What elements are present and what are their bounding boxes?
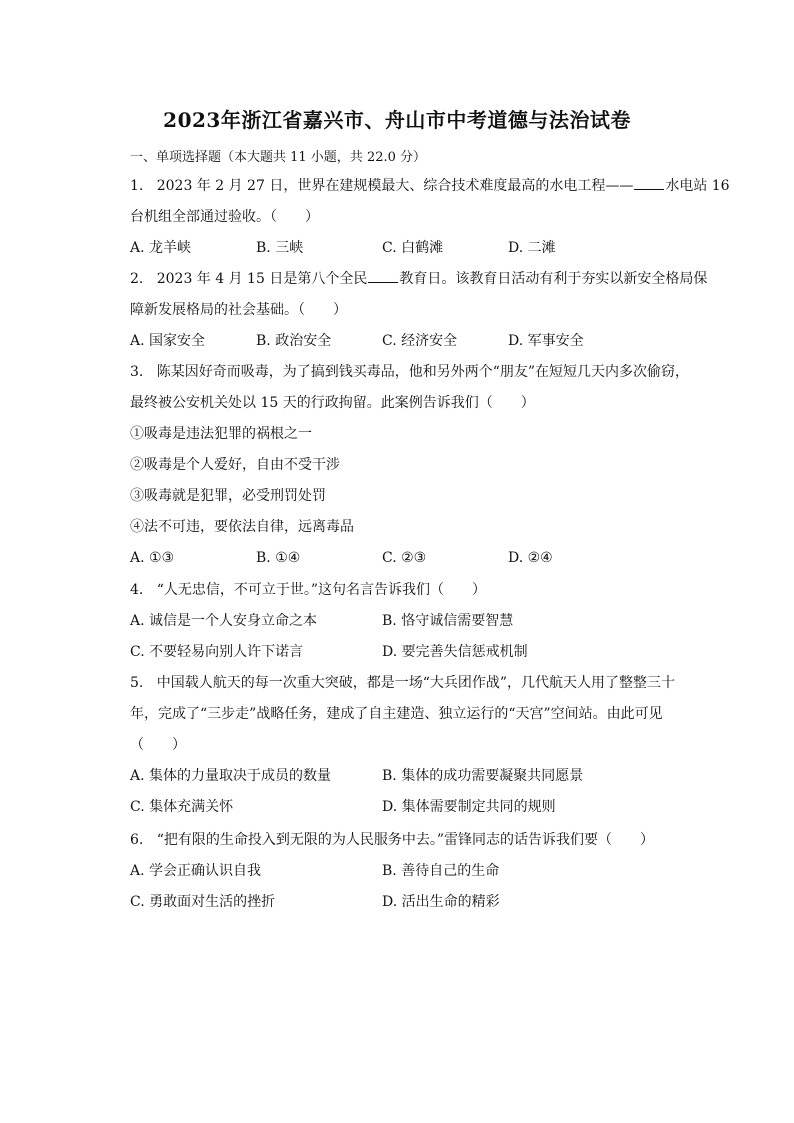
question-5 xyxy=(130,668,700,823)
option-c: C. 白鹤滩 xyxy=(382,240,444,256)
options-row xyxy=(130,887,700,918)
option-c: C. 勇敢面对生活的挫折 xyxy=(130,894,276,910)
question-text: 教育日。该教育日活动有利于夯实以新安全格局保 xyxy=(399,271,708,287)
option-b: B. 善待自己的生命 xyxy=(382,863,500,879)
question-text: （ ） xyxy=(130,737,186,753)
question-text: 台机组全部通过验收。（ ） xyxy=(130,209,319,225)
question-1 xyxy=(130,171,730,264)
question-number: 3. xyxy=(130,364,144,380)
option-d: D. 集体需要制定共同的规则 xyxy=(382,799,556,815)
question-number: 6. xyxy=(130,832,144,848)
question-number: 5. xyxy=(130,675,144,691)
section-heading: 一、单项选择题（本大题共 11 小题，共 22.0 分） xyxy=(130,150,427,165)
option-d: D. 要完善失信惩戒机制 xyxy=(382,644,528,660)
page-title: 2023年浙江省嘉兴市、舟山市中考道德与法治试卷 xyxy=(163,108,631,132)
options-row xyxy=(130,761,700,792)
options-row xyxy=(130,792,700,823)
option-a: A. 集体的力量取决于成员的数量 xyxy=(130,768,332,784)
question-text: 陈某因好奇而吸毒，为了搞到钱买毒品，他和另外两个“朋友”在短短几天内多次偷窃， xyxy=(156,364,690,380)
option-d: D. 二滩 xyxy=(508,240,556,256)
option-b: B. 集体的成功需要凝聚共同愿景 xyxy=(382,768,584,784)
question-text: 最终被公安机关处以 15 天的行政拘留。此案例告诉我们（ ） xyxy=(130,395,535,411)
question-text: 中国载人航天的每一次重大突破，都是一场“大兵团作战”，几代航天人用了整整三十 xyxy=(156,675,676,691)
statement-item: ①吸毒是违法犯罪的祸根之一 xyxy=(130,426,312,442)
option-c: C. ②③ xyxy=(382,550,427,566)
question-text: “把有限的生命投入到无限的为人民服务中去。”雷锋同志的话告诉我们要（ ） xyxy=(156,832,655,848)
option-d: D. ②④ xyxy=(508,550,553,566)
answer-blank xyxy=(368,266,398,283)
options-row xyxy=(130,543,700,574)
option-b: B. ①④ xyxy=(256,550,301,566)
question-6 xyxy=(130,825,700,918)
option-a: A. 学会正确认识自我 xyxy=(130,863,262,879)
options-row xyxy=(130,233,700,264)
option-a: A. 国家安全 xyxy=(130,333,206,349)
option-c: C. 不要轻易向别人许下诺言 xyxy=(130,644,304,660)
option-a: A. 龙羊峡 xyxy=(130,240,192,256)
option-b: B. 恪守诚信需要智慧 xyxy=(382,613,514,629)
question-number: 1. xyxy=(130,178,144,194)
answer-blank xyxy=(634,173,664,190)
question-4 xyxy=(130,575,700,668)
options-row xyxy=(130,856,700,887)
question-number: 4. xyxy=(130,582,144,598)
question-3 xyxy=(130,357,700,574)
statement-item: ②吸毒是个人爱好，自由不受干涉 xyxy=(130,457,340,473)
statement-item: ③吸毒就是犯罪，必受刑罚处罚 xyxy=(130,488,326,504)
option-d: D. 军事安全 xyxy=(508,333,584,349)
option-b: B. 三峡 xyxy=(256,240,304,256)
option-b: B. 政治安全 xyxy=(256,333,332,349)
question-2 xyxy=(130,264,708,357)
question-text: 2023 年 2 月 27 日，世界在建规模最大、综合技术难度最高的水电工程—— xyxy=(156,178,634,194)
question-text: 年，完成了“三步走”战略任务，建成了自主建造、独立运行的“天宫”空间站。由此可见 xyxy=(130,706,663,722)
options-row xyxy=(130,606,700,637)
option-a: A. ①③ xyxy=(130,550,175,566)
options-row xyxy=(130,637,700,668)
question-text: 水电站 16 xyxy=(665,178,730,194)
question-text: 障新发展格局的社会基础。（ ） xyxy=(130,302,347,318)
option-d: D. 活出生命的精彩 xyxy=(382,894,500,910)
question-text: 2023 年 4 月 15 日是第八个全民 xyxy=(156,271,368,287)
option-a: A. 诚信是一个人安身立命之本 xyxy=(130,613,318,629)
statement-item: ④法不可违，要依法自律，远离毒品 xyxy=(130,519,354,535)
option-c: C. 集体充满关怀 xyxy=(130,799,234,815)
question-text: “人无忠信，不可立于世。”这句名言告诉我们（ ） xyxy=(156,582,487,598)
option-c: C. 经济安全 xyxy=(382,333,458,349)
options-row xyxy=(130,326,700,357)
question-number: 2. xyxy=(130,271,144,287)
